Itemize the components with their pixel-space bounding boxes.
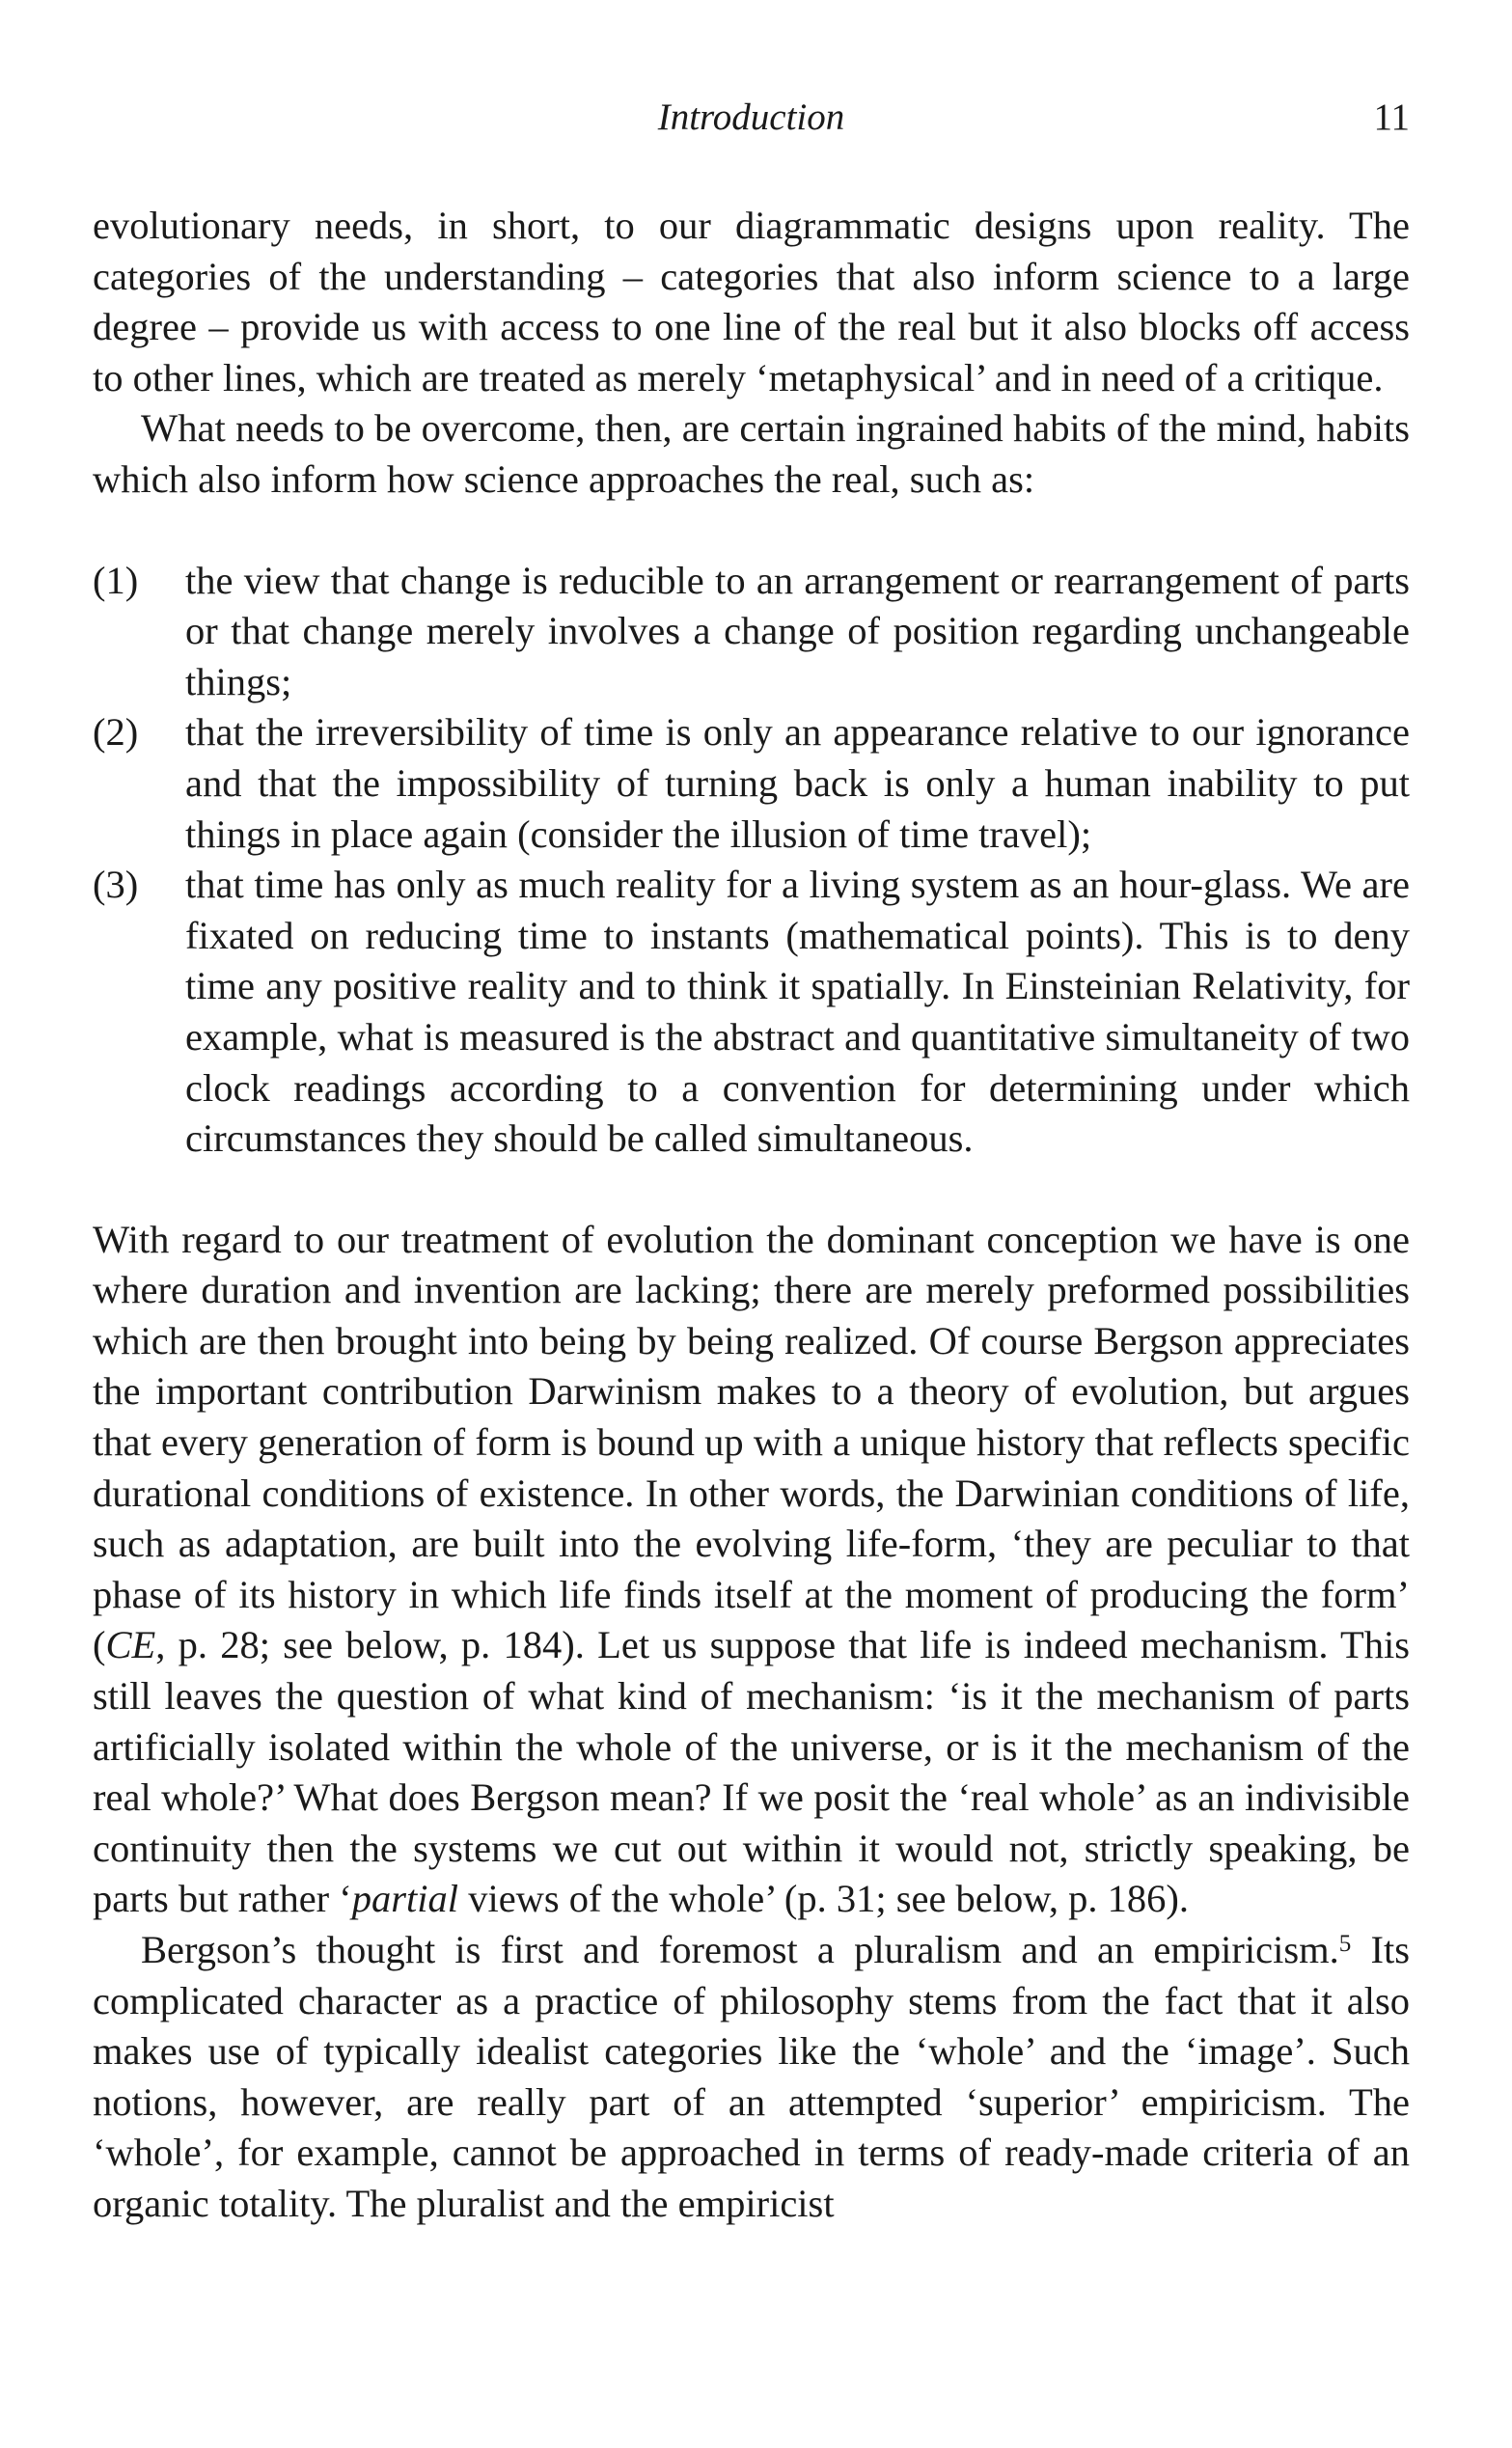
paragraph-text: Its complicated character as a practice of philosophy stems from the fact that it also makes use of typically idealist categories like the ‘whole’ and the ‘image’. Such notions, however, are really part of an attempted ‘superior’ empiricism. The ‘whole’, for example, cannot be approached in terms of ready-made criteria of an organic totality. The pluralist and the empiricist	[93, 1928, 1410, 2225]
body-text	[93, 201, 1410, 2230]
list-item-number: (3)	[93, 863, 139, 907]
footnote-reference[interactable]: 5	[1338, 1931, 1352, 1957]
paragraph-text: , p. 28; see below, p. 184). Let us suppose that life is indeed mechanism. This still leaves the question of what kind of mechanism: ‘is it the mechanism of parts artificially isolated within the whole of the universe, or is it the mechanism of the real whole?’ What does Bergson mean? If we posit the ‘real whole’ as an indivisible continuity then the systems we cut out within it would not, strictly speaking, be parts but rather ‘	[93, 1623, 1410, 1921]
paragraph-text: views of the whole’ (p. 31; see below, p. 186).	[458, 1877, 1190, 1921]
list-item	[93, 860, 1410, 1165]
numbered-list	[93, 556, 1410, 1165]
paragraph-habits-of-mind: What needs to be overcome, then, are certain ingrained habits of the mind, habits which also inform how science approaches the real, such as:	[93, 406, 1410, 501]
paragraph-evolution	[93, 1215, 1410, 1925]
paragraph-text: With regard to our treatment of evolution the dominant conception we have is one where duration and invention are lacking; there are merely preformed possibilities which are then brought into being by being realized. Of course Bergson appreciates the important contribution Darwinism makes to a theory of evolution, but argues that every generation of form is bound up with a unique history that reflects specific durational conditions of existence. In other words, the Darwinian conditions of life, such as adaptation, are built into the evolving life-form, ‘they are peculiar to that phase of its history in which life finds itself at the moment of producing the form’ (	[93, 1217, 1410, 1667]
page-number: 11	[1373, 96, 1410, 138]
paragraph-pluralism	[93, 1925, 1410, 2230]
list-item-text: the view that change is reducible to an arrangement or rearrangement of parts or that change merely involves a change of position regarding unchangeable things;	[185, 558, 1410, 703]
list-item-number: (2)	[93, 710, 139, 755]
list-item-text: that the irreversibility of time is only an appearance relative to our ignorance and that the impossibility of turning back is only a human inability to put things in place again (consider the illusion of time travel);	[185, 710, 1410, 856]
list-item	[93, 707, 1410, 860]
paragraph-continued: evolutionary needs, in short, to our diagrammatic designs upon reality. The categories of the understanding – categories that also inform science to a large degree – provide us with access to one line of the real but it also blocks off access to other lines, which are treated as merely ‘metaphysical’ and in need of a critique.	[93, 204, 1410, 399]
citation-abbreviation: CE	[105, 1623, 156, 1667]
emphasis-word: partial	[351, 1877, 459, 1921]
paragraph-text: Bergson’s thought is first and foremost a pluralism and an empiricism.	[141, 1928, 1339, 1971]
list-item-number: (1)	[93, 558, 139, 602]
list-item	[93, 556, 1410, 708]
running-head	[93, 89, 1410, 147]
running-title: Introduction	[657, 96, 845, 138]
list-item-text: that time has only as much reality for a living system as an hour-glass. We are fixated on reducing time to instants (mathematical points). This is to deny time any positive reality and to think it spatially. In Einsteinian Relativity, for example, what is measured is the abstract and quantitative simultaneity of two clock readings according to a convention for determining under which circumstances they should be called simultaneous.	[185, 863, 1410, 1161]
